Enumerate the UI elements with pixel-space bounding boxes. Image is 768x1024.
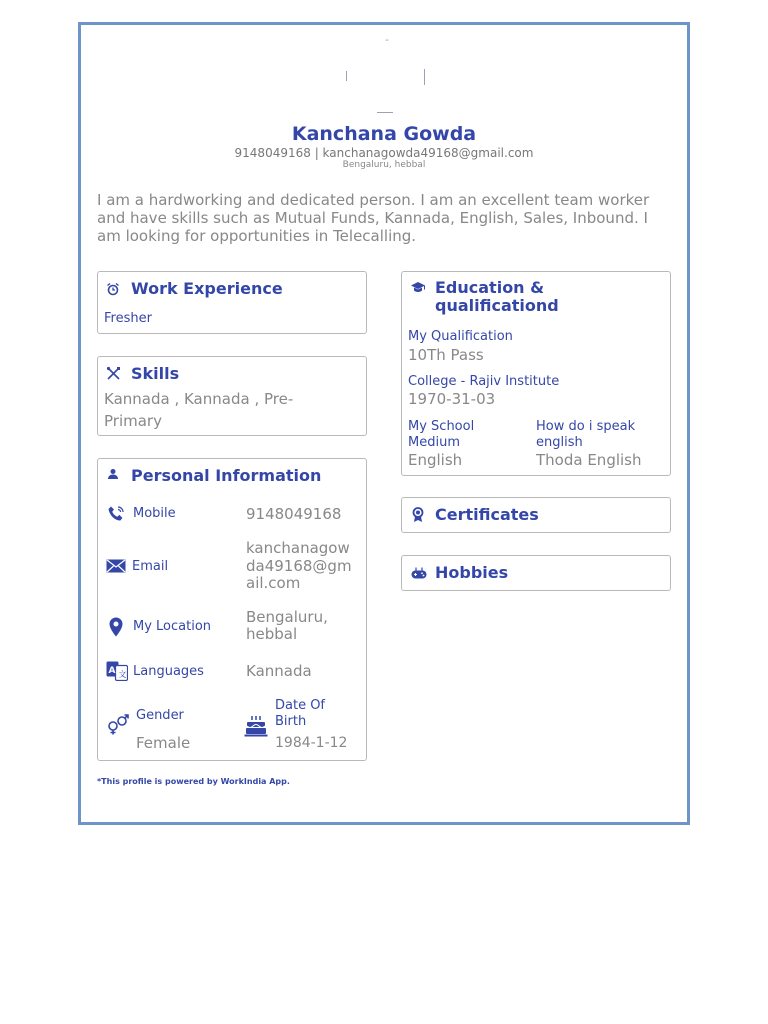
location-value: Bengaluru, hebbal [246,608,328,643]
certificates-card [401,497,671,533]
college-value: 1970-31-03 [408,390,496,408]
footer-note: *This profile is powered by WorkIndia App. [97,777,290,786]
contact-line: 9148049168 | kanchanagowda49168@gmail.com [234,146,534,160]
dob-label: Date Of Birth [275,698,326,729]
school-medium-label: My School Medium [408,419,475,450]
person-icon [107,468,121,482]
gender-icon [107,713,129,735]
qualification-value: 10Th Pass [408,346,484,364]
resume-page [78,22,690,825]
decoration-line [377,112,393,113]
speak-english-value: Thoda English [536,451,642,469]
speak-english-label: How do i speak english [536,419,636,450]
location-label: My Location [133,619,212,634]
work-experience-title: Work Experience [131,279,283,298]
dob-value: 1984-1-12 [275,735,348,751]
svg-text:A: A [108,666,116,676]
gamepad-icon [411,567,427,579]
languages-value: Kannada [246,662,312,680]
personal-information-title: Personal Information [131,466,322,485]
graduation-cap-icon [410,281,426,293]
location-line: Bengaluru, hebbal [342,160,426,170]
languages-label: Languages [133,664,204,679]
skills-card [97,356,367,436]
skills-title: Skills [131,364,180,383]
education-title: Education & qualificationd [435,278,559,315]
candidate-name: Kanchana Gowda [291,123,477,145]
gender-label: Gender [136,708,184,723]
education-card [401,271,671,476]
svg-text:文: 文 [118,670,127,679]
translate-icon [106,661,128,681]
email-value: kanchanagowda49168@gmail.com [246,539,352,592]
mobile-label: Mobile [133,506,176,521]
school-medium-value: English [408,451,463,469]
alarm-clock-icon [106,282,120,296]
certificates-title: Certificates [435,505,539,524]
award-icon [412,507,424,523]
qualification-label: My Qualification [408,329,513,344]
phone-icon [107,505,125,523]
hobbies-card [401,555,671,591]
gender-value: Female [136,734,191,752]
envelope-icon [106,559,126,573]
location-pin-icon [109,617,123,637]
work-experience-value: Fresher [104,311,152,326]
skills-value: Kannada , Kannada , Pre-Primary [104,390,294,430]
tools-icon [106,366,120,380]
hobbies-title: Hobbies [435,563,509,582]
mobile-value: 9148049168 [246,505,342,523]
decoration-bar [346,71,347,81]
email-label: Email [132,559,169,574]
cake-icon [244,715,268,737]
personal-information-card [97,458,367,761]
decoration-dot: - [385,33,389,46]
college-label: College - Rajiv Institute [408,374,560,389]
profile-summary: I am a hardworking and dedicated person. I am an excellent team worker and have skills such as Mutual Funds, Kannada, English, Sales, Inbound. I am looking for opportunities in Telecalling. [97,191,650,245]
work-experience-card [97,271,367,334]
decoration-bar [424,69,425,85]
